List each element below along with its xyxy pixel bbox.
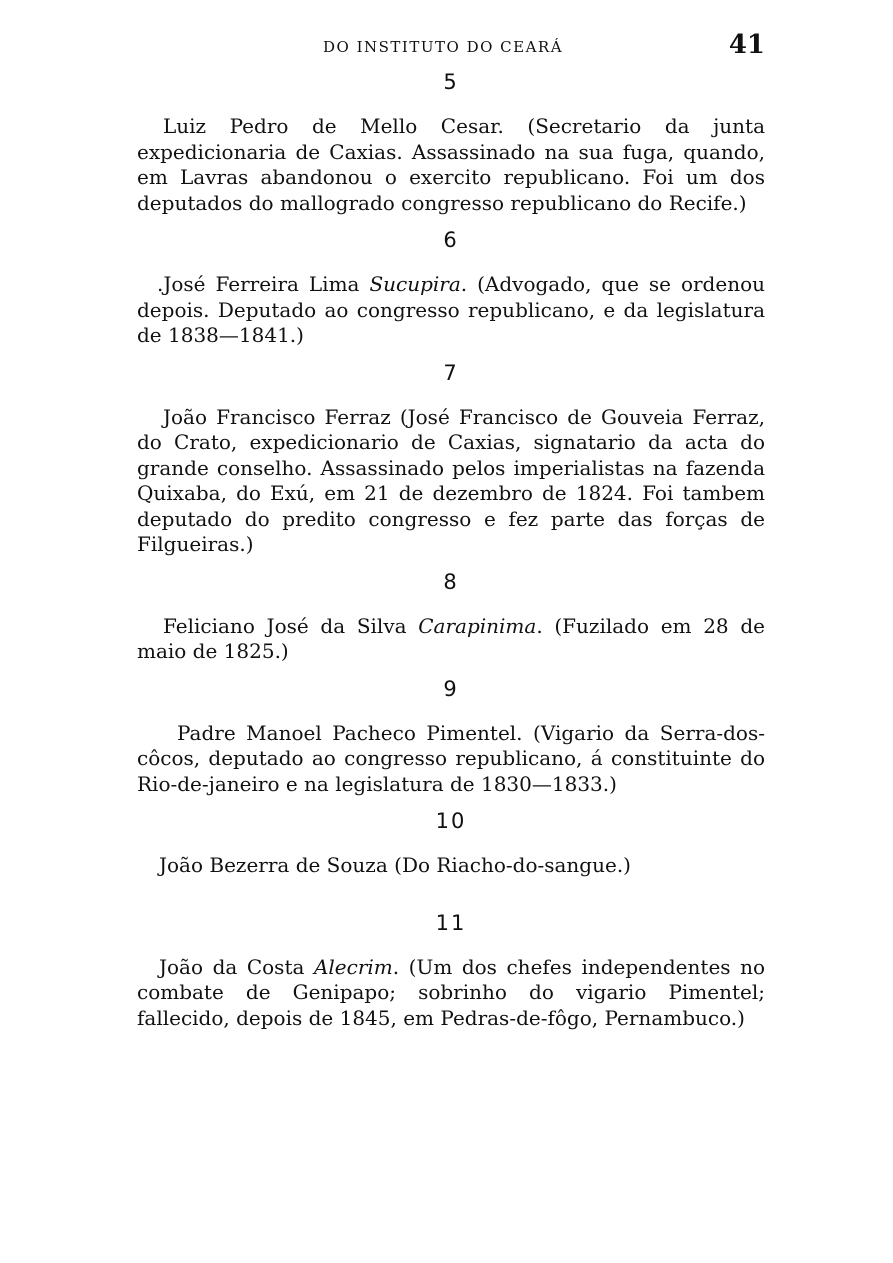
spacer — [137, 889, 765, 909]
entry-number: 5 — [443, 70, 459, 94]
entry-note: (José Francisco de Gouveia Ferraz, do Crato, expedicionario de Caxias, signatario da acta do grande conselho. Assassinado pelos imperialistas na fazenda Quixaba, do Exú, em 21 de dezembro de 1824. Foi tambem deputado do predito congresso e fez parte das forças de Filgueiras.) — [137, 404, 765, 556]
entry-epithet: Carapinima — [418, 613, 537, 638]
entry-7 — [137, 359, 765, 558]
entry-text — [137, 114, 765, 216]
entry-note: . (Um dos chefes independentes no combate de Genipapo; sobrinho do vigario Pimentel; fallecido, depois de 1845, em Pedras-de-fôgo, Pernambuco.) — [137, 954, 766, 1030]
entry-text — [137, 405, 765, 558]
entry-name: .José Ferreira Lima — [157, 272, 370, 296]
entry-number: 10 — [435, 809, 467, 833]
entry-8 — [137, 568, 765, 665]
entry-note: . (Advogado, que se ordenou depois. Deputado ao congresso republicano, e da legislatura de 1838—1841.) — [137, 272, 765, 347]
entry-number: 9 — [443, 676, 459, 701]
entry-text — [137, 614, 765, 665]
entry-text — [137, 272, 765, 349]
entry-note: (Secretario da junta expedicionaria de Caxias. Assassinado na sua fuga, quando, em Lavras abandonou o exercito republicano. Foi um dos deputados do mallogrado congresso republicano do Recife.) — [137, 114, 765, 215]
entry-10 — [137, 807, 765, 909]
entry-name: Padre Manoel Pacheco Pimentel. — [177, 720, 523, 745]
entry-6 — [137, 226, 765, 349]
entry-name: João da Costa — [159, 954, 314, 979]
entry-note: (Vigario da Serra-dos-côcos, deputado ao congresso republicano, á constituinte do Rio-de-janeiro e na legislatura de 1830—1833.) — [137, 720, 765, 796]
entry-name: Luiz Pedro de Mello Cesar. — [163, 114, 504, 138]
entry-name: Feliciano José da Silva — [163, 613, 419, 638]
page-number: 41 — [728, 30, 765, 60]
running-head — [137, 30, 765, 68]
entry-epithet: Sucupira — [369, 272, 461, 296]
entry-text — [137, 721, 765, 798]
entry-note: . (Fuzilado em 28 de maio de 1825.) — [137, 613, 765, 663]
entry-5 — [137, 68, 765, 216]
entry-text — [137, 955, 765, 1032]
entry-number: 7 — [443, 360, 459, 385]
entry-number: 8 — [443, 569, 459, 594]
entry-11 — [137, 909, 765, 1032]
entry-number: 6 — [443, 228, 459, 252]
entry-note: (Do Riacho-do-sangue.) — [387, 853, 631, 877]
entry-number: 11 — [435, 910, 467, 935]
entry-name: João Bezerra de Souza — [159, 853, 388, 877]
running-title: DO INSTITUTO DO CEARÁ — [323, 38, 564, 56]
entry-9 — [137, 675, 765, 798]
book-page — [137, 30, 765, 1041]
entry-epithet: Alecrim — [313, 954, 393, 979]
entry-text — [137, 853, 765, 879]
entry-name: João Francisco Ferraz — [163, 404, 391, 429]
